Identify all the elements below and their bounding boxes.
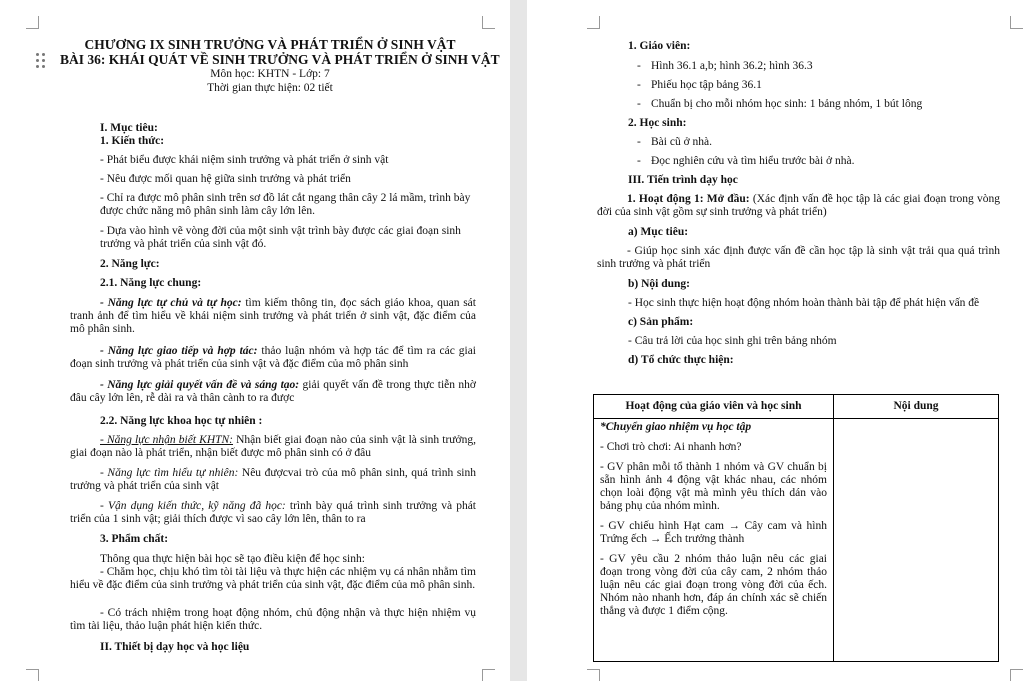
table-header-activity: Hoạt động của giáo viên và học sinh — [594, 395, 834, 419]
heading-process: III. Tiến trình dạy học — [628, 174, 738, 186]
science-paragraph: - Vận dụng kiến thức, kỹ năng đã học: trình bày quá trình sinh trưởng và phát triển của 1 sinh vật; giải thích được vì sao cây lớn lên, thân to ra — [70, 500, 476, 525]
crop-mark — [26, 16, 39, 29]
heading-knowledge: 1. Kiến thức: — [100, 135, 165, 147]
heading-competence: 2. Năng lực: — [100, 258, 160, 270]
quality-paragraph: - Có trách nhiệm trong hoạt động nhóm, chủ động nhận và thực hiện nhiệm vụ tìm tài liệu, thảo luận phát hiện kiến thức. — [70, 607, 476, 632]
task-item: - GV phân mỗi tổ thành 1 nhóm và GV chuẩn bị sẵn hình ảnh 4 động vật khác nhau, các nhóm chọn loài động vật mà mình yêu thích dán vào bảng phụ của nhóm mình. — [600, 461, 827, 512]
heading-objectives: I. Mục tiêu: — [100, 122, 158, 134]
knowledge-item: - Chỉ ra được mô phân sinh trên sơ đồ lát cắt ngang thân cây 2 lá mầm, trình bày được chức năng mô phân sinh làm cây lớn lên. — [100, 192, 471, 217]
student-item: Đọc nghiên cứu và tìm hiểu trước bài ở nhà. — [651, 155, 855, 167]
heading-objective-a: a) Mục tiêu: — [628, 226, 689, 238]
heading-science-competence: 2.2. Năng lực khoa học tự nhiên : — [100, 415, 263, 427]
heading-product-c: c) Sản phẩm: — [628, 316, 694, 328]
teacher-item: Phiếu học tập bảng 36.1 — [651, 79, 762, 91]
content-b-text: - Học sinh thực hiện hoạt động nhóm hoàn thành bài tập để phát hiện vấn đề — [628, 297, 980, 309]
task-heading: *Chuyển giao nhiệm vụ học tập — [600, 421, 752, 433]
science-paragraph: - Năng lực tìm hiểu tự nhiên: Nêu đượcvai trò của mô phân sinh, quá trình sinh trưởng và phát triển của sinh vật — [70, 467, 476, 492]
crop-mark — [587, 16, 600, 29]
heading-student: 2. Học sinh: — [628, 117, 687, 129]
lesson-title: BÀI 36: KHÁI QUÁT VỀ SINH TRƯỞNG VÀ PHÁT TRIỂN Ở SINH VẬT — [60, 52, 500, 67]
product-c-text: - Câu trả lời của học sinh ghi trên bảng nhóm — [628, 335, 837, 347]
student-item: Bài cũ ở nhà. — [651, 136, 713, 148]
table-header-content: Nội dung — [834, 395, 999, 419]
heading-quality: 3. Phẩm chất: — [100, 533, 169, 545]
knowledge-item: - Dựa vào hình vẽ vòng đời của một sinh vật trình bày được các giai đoạn sinh trưởng và phát triển của sinh vật đó. — [100, 225, 461, 250]
activity-table — [593, 394, 999, 662]
drag-handle-icon[interactable] — [36, 53, 46, 69]
task-item: - GV chiếu hình Hạt cam → Cây cam và hình Trứng ếch → Ếch trưởng thành — [600, 520, 827, 545]
bullet: - — [637, 136, 641, 148]
knowledge-item: - Phát biểu được khái niệm sinh trưởng và phát triển ở sinh vật — [100, 154, 389, 166]
bullet: - — [637, 79, 641, 91]
task-item: - Chơi trò chơi: Ai nhanh hơn? — [600, 441, 742, 453]
teacher-item: Chuẩn bị cho mỗi nhóm học sinh: 1 bảng nhóm, 1 bút lông — [651, 98, 923, 110]
crop-mark — [26, 669, 39, 681]
table-cell-activity — [594, 419, 834, 662]
competence-paragraph: - Năng lực giải quyết vấn đề và sáng tạo: giải quyết vấn đề trong thực tiễn nhờ đâu cây lớn lên, rễ dài ra và thân cành to ra được — [70, 379, 476, 404]
activity-1: 1. Hoạt động 1: Mở đầu: (Xác định vấn đề học tập là các giai đoạn trong vòng đời của sinh vật gồm sự sinh trưởng và phát triển) — [597, 193, 1000, 218]
crop-mark — [1010, 16, 1023, 29]
crop-mark — [482, 16, 495, 29]
science-paragraph: - Năng lực nhận biết KHTN: Nhận biết giai đoạn nào của sinh vật là sinh trưởng, giai đoạn nào là phát triển, nhận biết được mô phân sinh có ở đâu — [70, 434, 477, 459]
objective-a-text: - Giúp học sinh xác định được vấn đề cần học tập là sinh vật trải qua quá trình sinh trưởng và phát triển — [597, 245, 1000, 270]
table-row — [594, 419, 999, 662]
bullet: - — [637, 155, 641, 167]
bullet: - — [637, 60, 641, 72]
heading-content-b: b) Nội dung: — [628, 278, 690, 290]
crop-mark — [587, 669, 600, 681]
page-gap — [510, 0, 527, 681]
chapter-title: CHƯƠNG IX SINH TRƯỞNG VÀ PHÁT TRIỂN Ở SINH VẬT — [84, 37, 456, 52]
table-header-row — [594, 395, 999, 419]
competence-paragraph: - Năng lực tự chủ và tự học: tìm kiếm thông tin, đọc sách giáo khoa, quan sát tranh ảnh để tìm hiểu về khái niệm sinh trưởng và phát triển ở sinh vật, đặc điểm của mô phân sinh. — [70, 297, 476, 335]
document-page-left — [0, 0, 510, 681]
subject-line: Môn học: KHTN - Lớp: 7 — [210, 68, 330, 80]
heading-general-competence: 2.1. Năng lực chung: — [100, 277, 202, 289]
crop-mark — [482, 669, 495, 681]
duration-line: Thời gian thực hiện: 02 tiết — [207, 82, 333, 94]
teacher-item: Hình 36.1 a,b; hình 36.2; hình 36.3 — [651, 60, 813, 72]
task-item: - GV yêu cầu 2 nhóm thảo luận nêu các giai đoạn trong vòng đời của cây cam, 2 nhóm thảo luận nêu các giai đoạn trong vòng đời của ếch. Nhóm nào nhanh hơn, đáp án chính xác sẽ chiến thắng và được 1 điểm cộng. — [600, 553, 827, 617]
knowledge-item: - Nêu được mối quan hệ giữa sinh trưởng và phát triển — [100, 173, 351, 185]
heading-teacher: 1. Giáo viên: — [628, 40, 691, 52]
quality-intro: Thông qua thực hiện bài học sẽ tạo điều kiện để học sinh: — [100, 553, 365, 565]
crop-mark — [1010, 669, 1023, 681]
quality-paragraph: - Chăm học, chịu khó tìm tòi tài liệu và thực hiện các nhiệm vụ cá nhân nhằm tìm hiểu về đặc điểm của sinh trưởng và phát triển của sinh vật, đặc điểm của mô phân sinh. — [70, 566, 476, 591]
heading-organize-d: d) Tổ chức thực hiện: — [628, 354, 734, 366]
table-cell-content — [834, 419, 999, 662]
heading-equipment: II. Thiết bị dạy học và học liệu — [100, 641, 250, 653]
competence-paragraph: - Năng lực giao tiếp và hợp tác: thảo luận nhóm và hợp tác để tìm ra các giai đoạn sinh trưởng và phát triển của sinh vật và đặc điểm của mô phân sinh — [70, 345, 476, 370]
document-page-right — [527, 0, 1034, 681]
bullet: - — [637, 98, 641, 110]
